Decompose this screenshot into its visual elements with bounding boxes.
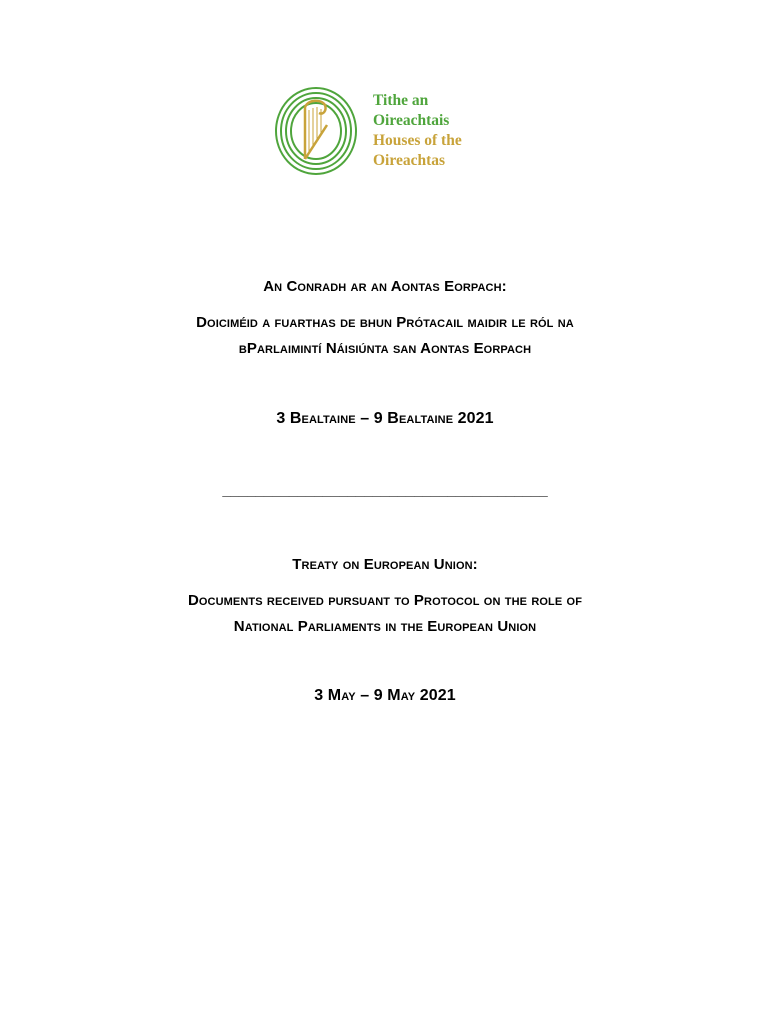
- irish-subtitle-line-1: Doiciméid a fuarthas de bhun Prótacail maidir le ról na: [196, 314, 574, 331]
- logo-irish-line-2: Oireachtais: [373, 112, 450, 129]
- harp-icon: [265, 55, 375, 207]
- irish-subtitle-line-2: bParlaimintí Náisiúnta san Aontas Eorpach: [238, 340, 532, 357]
- logo-english-line-2: Oireachtas: [373, 152, 446, 169]
- irish-subtitle: [0, 310, 770, 362]
- irish-title: An Conradh ar an Aontas Eorpach:: [263, 278, 507, 295]
- english-date-range: 3 May – 9 May 2021: [314, 687, 456, 704]
- separator-line: _______________________________________: [222, 482, 548, 499]
- oireachtas-logo: [265, 55, 510, 207]
- english-title: Treaty on European Union:: [292, 556, 478, 573]
- english-subtitle-line-2: National Parliaments in the European Union: [233, 618, 537, 635]
- english-subtitle: [0, 588, 770, 640]
- english-subtitle-line-1: Documents received pursuant to Protocol on the role of: [187, 592, 583, 609]
- logo-wordmark: [373, 91, 462, 171]
- logo-irish-line-1: Tithe an: [373, 92, 429, 109]
- logo-english-line-1: Houses of the: [373, 132, 462, 149]
- irish-date-range: 3 Bealtaine – 9 Bealtaine 2021: [276, 410, 494, 427]
